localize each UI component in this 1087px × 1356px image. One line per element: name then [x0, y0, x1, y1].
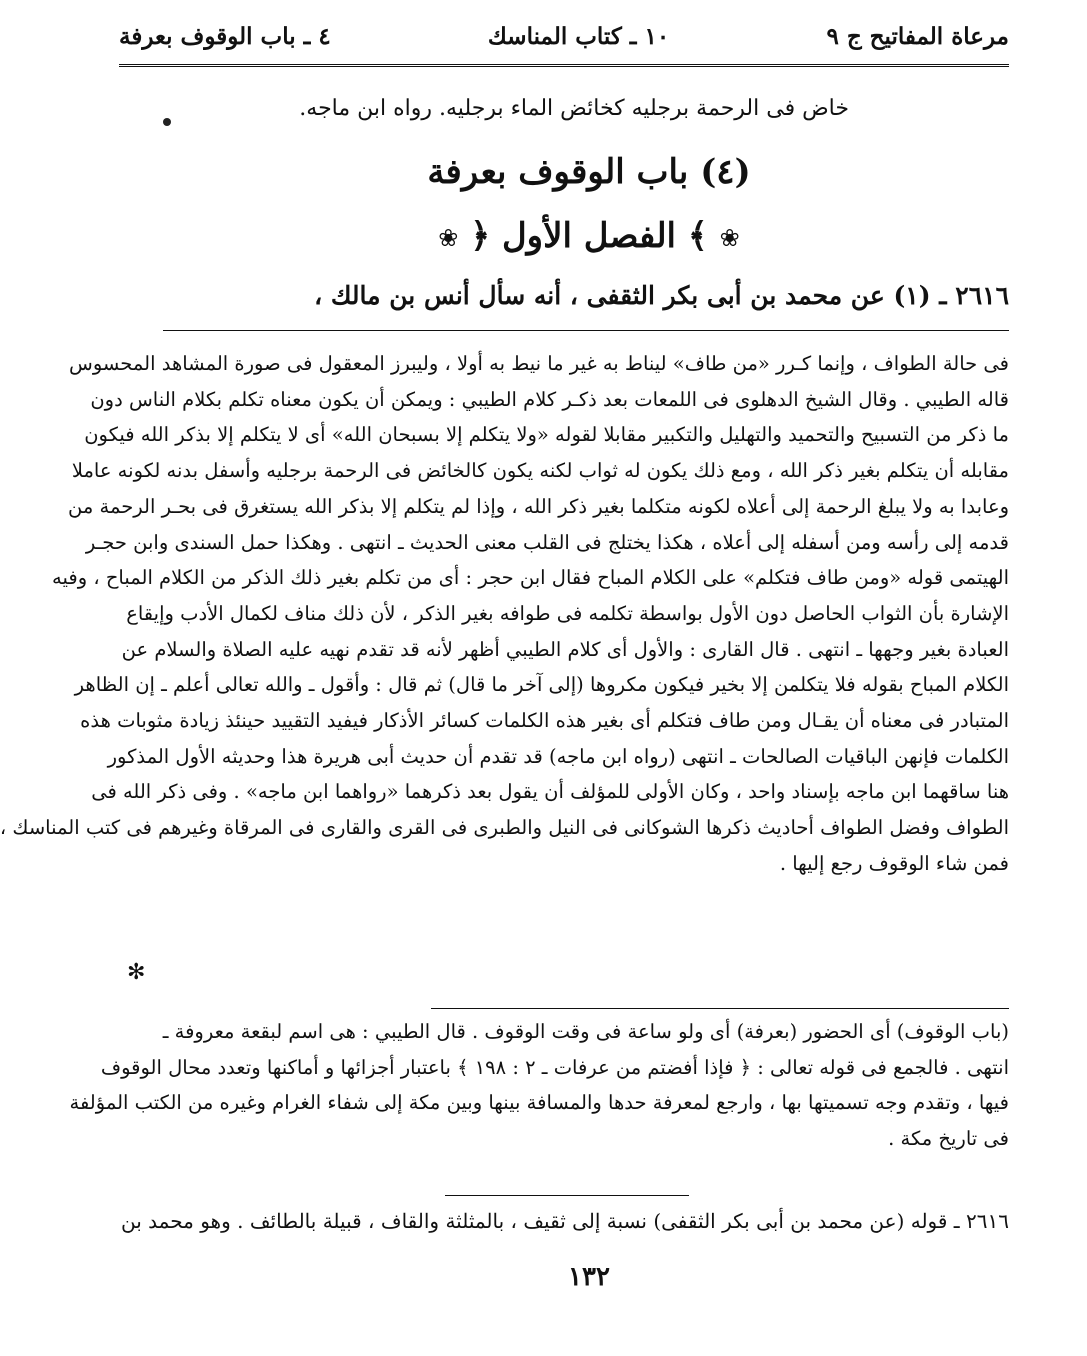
notes-line: فيها ، وتقدم وجه تسميتها بها ، وارجع لمعرفة حدها والمسافة بينها وبين مكة إلى شفاء الغرام وغيره من الكتب المؤلفة [69, 1091, 1009, 1114]
header-volume: مرعاة المفاتيح ج ٩ [826, 22, 1009, 50]
commentary-line: الكلام المباح بقوله فلا يتكلمن إلا بخير فيكون مكروها (إلى آخر ما قال) ثم قال : وأقول ـ والله تعالى أعلم ـ إن الظاهر [74, 673, 1009, 697]
commentary-line: هنا ساقهما ابن ماجه بإسناد واحد ، وكان الأولى للمؤلف أن يقول بعد ذكرهما «رواهما ابن ماجه» . وفى ذكر الله فى [91, 780, 1009, 804]
commentary-line: المتبادر فى معناه أن يقـال ومن طاف فتكلم أى بغير هذه الكلمات كسائر الأذكار فيفيد التقييد حينئذ زيادة مثوبات هذه [80, 709, 1009, 733]
running-header [119, 14, 1009, 58]
commentary-line: فمن شاء الوقوف رجع إليها . [779, 851, 1009, 875]
ornament-right-icon: ❀ [719, 224, 740, 252]
section-title-block [91, 208, 1087, 266]
commentary-line: الطواف وفضل الطواف أحاديث ذكرها الشوكانى فى النيل والطبرى فى القرى والقارى فى المرقاة وغيرهم فى كتب المناسك ، [0, 816, 1009, 840]
margin-dot [163, 118, 171, 126]
page-number: ١٣٢ [568, 1262, 610, 1292]
commentary-line: العبادة بغير وجهها ـ انتهى . قال القارى : والأول أى كلام الطيبي أظهر لأنه قد تقدم نهيه عليه الصلاة والسلام عن [121, 637, 1009, 661]
footnote-overline [445, 1195, 689, 1196]
footnote-text: ٢٦١٦ ـ قوله (عن محمد بن أبى بكر الثقفى) نسبة إلى ثقيف ، بالمثلثة والقاف ، قبيلة بالطائف . وهو محمد بن [121, 1209, 1009, 1233]
bracket-open: ﴾ [687, 216, 708, 256]
commentary-line: الإشارة بأن الثواب الحاصل دون الأول بواسطة تكلمه فى طوافه بغير الذكر ، لأن ذلك مناف لكمال الأدب وإيقاع [126, 601, 1009, 625]
commentary-line: وعابدا به ولا يبلغ الرحمة إلى أعلاه لكونه متكلما بغير ذكر الله ، وإذا لم يتكلم إلا بذكر الله يستغرق فى بحـر الرحمة من [68, 494, 1009, 518]
notes-line: (باب الوقوف) أى الحضور (بعرفة) أى ولو ساعة فى وقت الوقوف . قال الطيبي : هى اسم لبقعة معروفة ـ [162, 1020, 1009, 1043]
header-chapter-section: ٤ ـ باب الوقوف بعرفة [119, 22, 331, 50]
commentary-line: قدمه إلى رأسه ومن أسفله إلى أعلاه ، هكذا يختلج فى القلب معنى الحديث ـ انتهى . وهكذا حمل السندى وابن حجـر [85, 530, 1009, 554]
commentary-line: الهيتمى قوله «ومن طاف فتكلم» على الكلام المباح فقال ابن حجر : أى من تكلم بغير ذلك الذكر من الكلام المباح ، وفيه [52, 566, 1009, 590]
bracket-close: ﴿ [470, 216, 491, 256]
hadith-text: ٢٦١٦ ـ (١) عن محمد بن أبى بكر الثقفى ، أنه سأل أنس بن مالك ، [314, 281, 1009, 310]
header-rule [119, 64, 1009, 67]
intro-text: خاض فى الرحمة برجليه كخائض الماء برجليه. رواه ابن ماجه. [299, 96, 849, 121]
notes-line: انتهى . فالجمع فى قوله تعالى : ﴿ فإذا أفضتم من عرفات ـ ٢ : ١٩٨ ﴾ باعتبار أجزائها و أماكنها وتعدد محال الوقوف [100, 1055, 1009, 1079]
asterisk-icon: ✻ [127, 960, 146, 985]
ornament-left-icon: ❀ [438, 224, 459, 252]
commentary-block [0, 346, 1009, 882]
notes-line: فى تاريخ مكة . [888, 1126, 1009, 1150]
commentary-line: الكلمات فإنهن الباقيات الصالحات ـ انتهى (رواه ابن ماجه) قد تقدم أن حديث أبى هريرة هذا وحديثه الأول المذكور [107, 744, 1009, 768]
chapter-title: (٤) باب الوقوف بعرفة [427, 152, 751, 192]
commentary-line: قاله الطيبي . وقال الشيخ الدهلوى فى اللمعات بعد ذكـر كلام الطيبي : ويمكن أن يكون معناه تكلم بكلام الناس دون [90, 387, 1009, 411]
commentary-line: ما ذكر من التسبيح والتحميد والتهليل والتكبير مقابلا لقوله «ولا يتكلم إلا بسبحان الله» أى لا يتكلم إلا بذكر الله فيكون [84, 423, 1009, 447]
header-book-title: ١٠ ـ كتاب المناسك [487, 22, 670, 50]
commentary-line: فى حالة الطواف ، وإنما كـرر «من طاف» ليناط به غير ما نيط به أولا ، وليبرز المعقول فى صورة المشاهد المحسوس [69, 352, 1009, 375]
section-title: الفصل الأول [501, 216, 677, 256]
main-divider [163, 330, 1009, 331]
commentary-line: مقابله أن يتكلم بغير ذكر الله ، ومع ذلك يكون له ثواب لكنه يكون كالخائض فى الرحمة برجليه وأسفل بدنه لكونه عاملا [71, 459, 1009, 483]
notes-divider [431, 1008, 1009, 1009]
notes-block [69, 1014, 1009, 1156]
